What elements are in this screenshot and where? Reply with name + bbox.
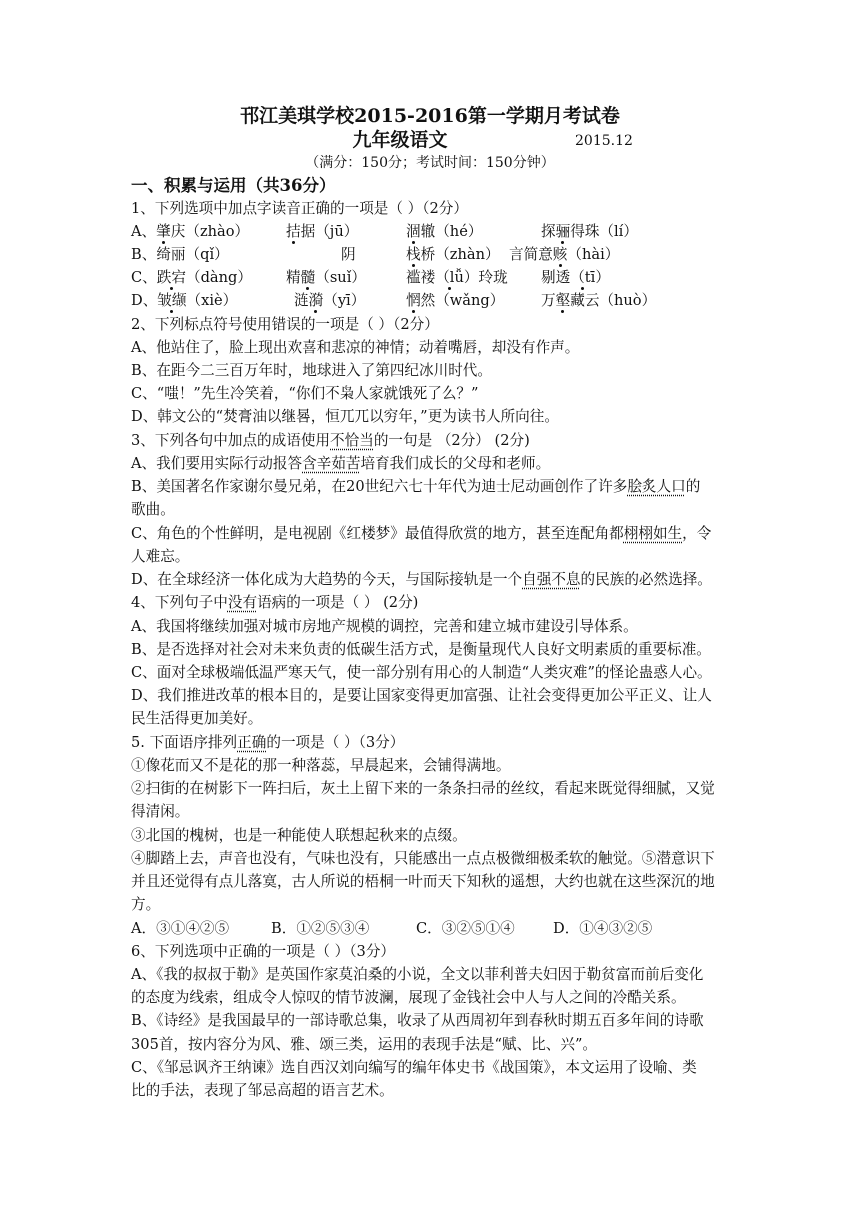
q2-option-d: D、韩文公的“焚膏油以继晷，恒兀兀以穷年，”更为读书人所向往。 xyxy=(131,408,559,425)
q1-option-a: A、肇庆（zhào） 拮据（jū） 涸辙（hé） 探骊得珠（lí） xyxy=(131,223,638,240)
q1-option-b: B、绮丽（qǐ） 阴 栈桥（zhàn） 言简意赅（hài） xyxy=(131,246,620,263)
q2-option-b: B、在距今二三百万年时，地球进入了第四纪冰川时代。 xyxy=(131,362,492,379)
q6-option-c-line2: 比的手法，表现了邹忌高超的语言艺术。 xyxy=(131,1082,394,1099)
q6-stem: 6、下列选项中正确的一项是（ ）（3分） xyxy=(131,943,396,960)
q6-option-b-line1: B、《诗经》是我国最早的一部诗歌总集，收录了从西周初年到春秋时期五百多年间的诗歌 xyxy=(131,1012,704,1029)
q4-option-a: A、我国将继续加强对城市房地产规模的调控，完善和建立城市建设引导体系。 xyxy=(131,618,638,635)
q2-stem: 2、下列标点符号使用错误的一项是（ ）（2分） xyxy=(131,316,439,333)
q3-option-b-line1: B、美国著名作家谢尔曼兄弟，在20世纪六七十年代为迪士尼动画创作了许多脍炙人口的 xyxy=(131,478,701,495)
q5-sentence-1: ①像花而又不是花的那一种落蕊，早晨起来，会铺得满地。 xyxy=(131,757,511,774)
section-heading: 一、积累与运用（共36分） xyxy=(131,176,336,195)
q3-option-c-line1: C、角色的个性鲜明，是电视剧《红楼梦》最值得欣赏的地方，甚至连配角都栩栩如生，令 xyxy=(131,525,712,542)
q5-sentence-2-line1: ②扫街的在树影下一阵扫后，灰土上留下来的一条条扫帚的丝纹，看起来既觉得细腻，又觉 xyxy=(131,780,715,797)
q3-option-b-line2: 歌曲。 xyxy=(131,501,175,518)
q2-option-a: A、他站住了，脸上现出欢喜和悲凉的神情；动着嘴唇，却没有作声。 xyxy=(131,339,580,356)
q5-option-b: B．①②⑤③④ xyxy=(271,920,370,937)
exam-title: 邗江美琪学校2015-2016第一学期月考试卷 xyxy=(240,105,620,127)
q6-option-b-line2: 305首，按内容分为风、雅、颂三类，运用的表现手法是“赋、比、兴”。 xyxy=(131,1036,597,1053)
q4-option-c: C、面对全球极端低温严寒天气，使一部分别有用心的人制造“人类灾难”的怪论蛊惑人心。 xyxy=(131,664,712,681)
q5-sentence-3: ③北国的槐树，也是一种能使人联想起秋来的点缀。 xyxy=(131,827,467,844)
q6-option-a-line2: 的态度为线索，组成令人惊叹的情节波澜，展现了金钱社会中人与人之间的冷酷关系。 xyxy=(131,989,686,1006)
q3-option-d: D、在全球经济一体化成为大趋势的今天，与国际接轨是一个自强不息的民族的必然选择。 xyxy=(131,571,712,588)
q5-option-a: A．③①④②⑤ xyxy=(131,920,230,937)
q6-option-c-line1: C、《邹忌讽齐王纳谏》选自西汉刘向编写的编年体史书《战国策》，本文运用了设喻、类 xyxy=(131,1059,697,1076)
q5-sentence-4-line3: 方。 xyxy=(131,896,161,913)
q5-sentence-4-line2: 并且还觉得有点儿落寞，古人所说的梧桐一叶而天下知秋的遥想，大约也就在这些深沉的地 xyxy=(131,873,715,890)
q1-option-c: C、跌宕（dàng） 精髓（suǐ） 褴褛（lǚ）玲珑 剔透（tī） xyxy=(131,269,610,286)
q3-option-a: A、我们要用实际行动报答含辛茹苦培育我们成长的父母和老师。 xyxy=(131,455,551,472)
exam-meta: （满分：150分；考试时间：150分钟） xyxy=(305,155,555,171)
exam-date: 2015.12 xyxy=(575,133,633,149)
q5-option-c: C．③②⑤①④ xyxy=(416,920,515,937)
q6-option-a-line1: A、《我的叔叔于勒》是英国作家莫泊桑的小说，全文以菲利普夫妇因于勒贫富而前后变化 xyxy=(131,966,704,983)
q1-stem: 1、下列选项中加点字读音正确的一项是（ ）（2分） xyxy=(131,200,468,217)
exam-subtitle: 九年级语文 xyxy=(352,129,448,151)
q5-sentence-2-line2: 得清闲。 xyxy=(131,803,190,820)
q3-option-c-line2: 人难忘。 xyxy=(131,548,190,565)
q3-stem: 3、下列各句中加点的成语使用不恰当的一句是 （2分） (2分) xyxy=(131,432,530,449)
q5-stem: 5. 下面语序排列正确的一项是（ ）（3分） xyxy=(131,734,405,751)
q4-option-d-line2: 民生活得更加美好。 xyxy=(131,710,263,727)
q2-option-c: C、“嗤！”先生冷笑着，“你们不枭人家就饿死了么？” xyxy=(131,385,479,402)
q5-sentence-4-line1: ④脚踏上去，声音也没有，气味也没有，只能感出一点点极微细极柔软的触觉。⑤潜意识下 xyxy=(131,850,715,867)
q4-option-b: B、是否选择对社会对未来负责的低碳生活方式，是衡量现代人良好文明素质的重要标准。 xyxy=(131,641,711,658)
q4-stem: 4、下列句子中没有语病的一项是（ ） (2分) xyxy=(131,594,419,611)
q4-option-d-line1: D、我们推进改革的根本目的，是要让国家变得更加富强、让社会变得更加公平正义、让人 xyxy=(131,687,712,704)
q1-option-d: D、皱缬（xiè） 涟漪（yī） 惘然（wǎng） 万壑藏云（huò） xyxy=(131,292,657,309)
q5-option-d: D．①④③②⑤ xyxy=(553,920,653,937)
